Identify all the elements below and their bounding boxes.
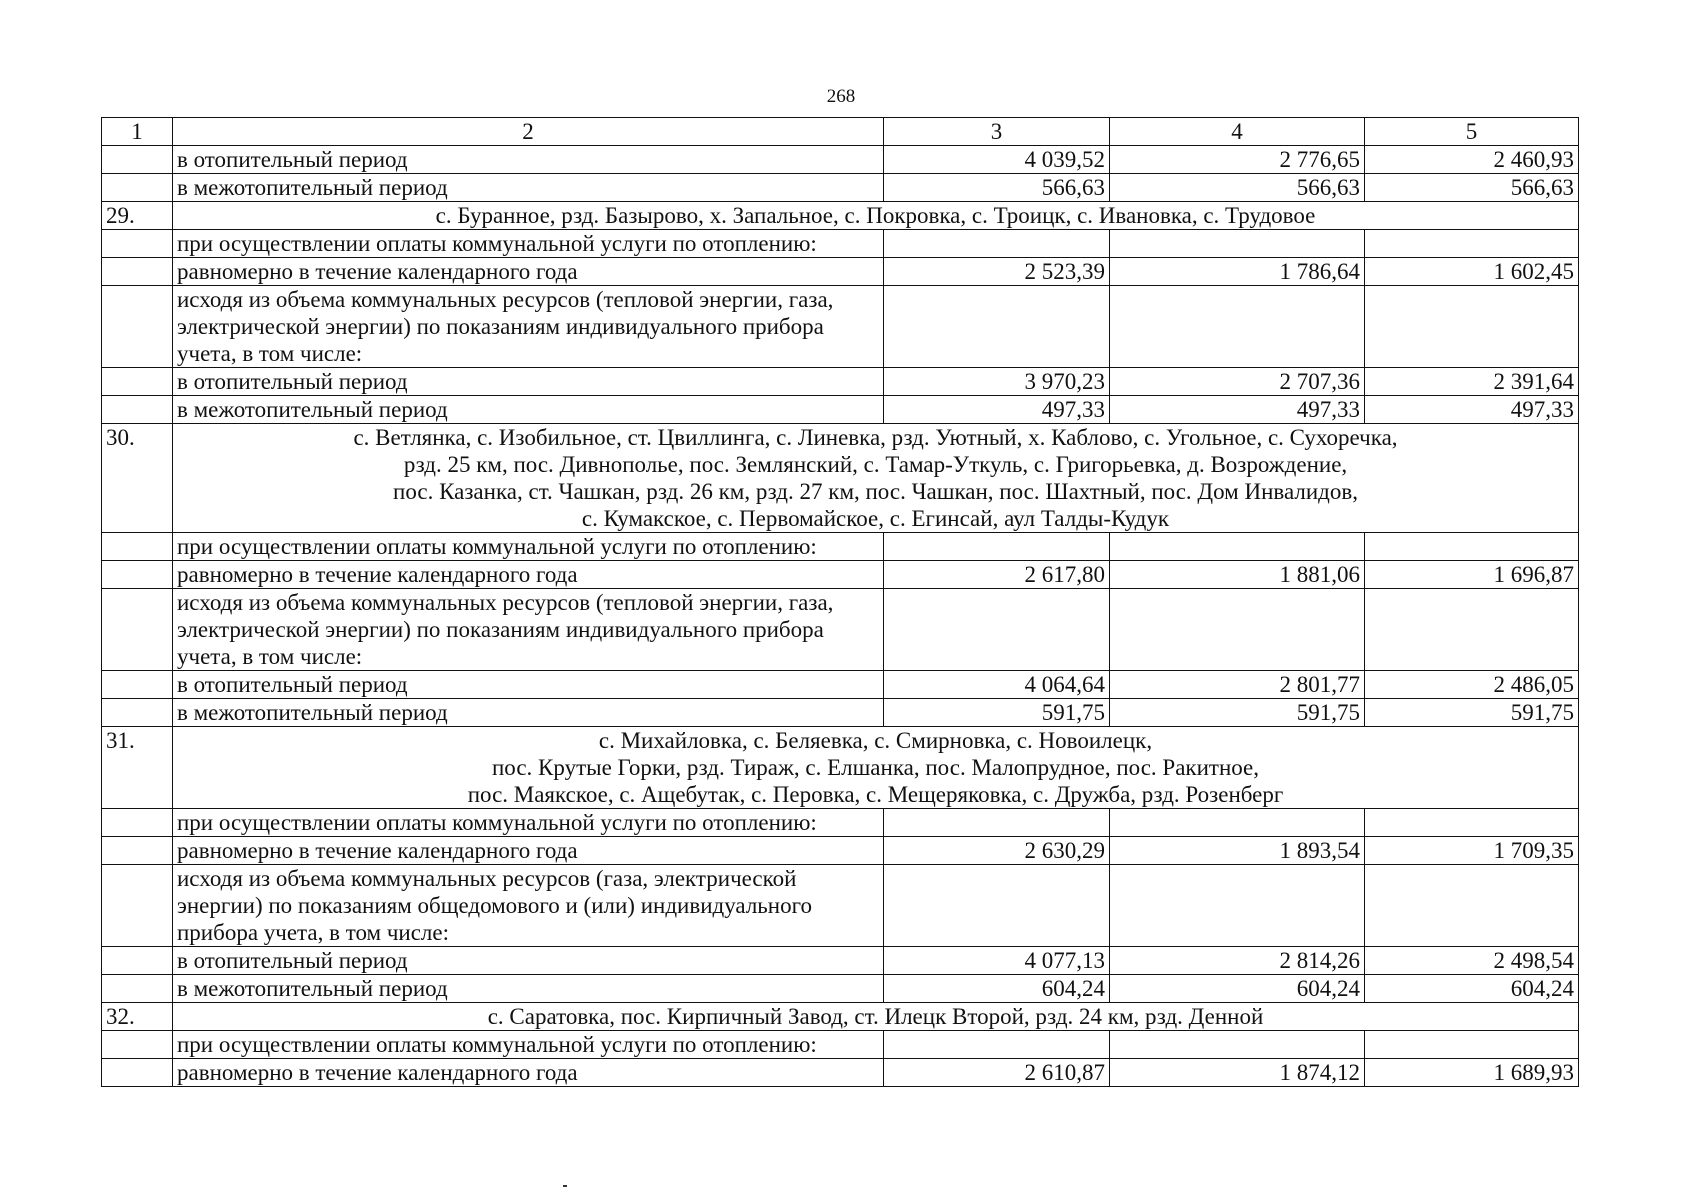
tariff-row [102, 174, 1579, 202]
column-number-3: 3 [884, 118, 1110, 146]
value-col-5: 497,33 [1365, 396, 1579, 424]
row-label: в межотопительный период [173, 699, 884, 727]
row-label: при осуществлении оплаты коммунальной услуги по отоплению: [173, 533, 884, 561]
tariff-table [101, 117, 1579, 1087]
tariff-row [102, 699, 1579, 727]
tariff-row [102, 975, 1579, 1003]
row-number [102, 286, 173, 368]
tariff-row [102, 258, 1579, 286]
row-label: в отопительный период [173, 947, 884, 975]
settlement-list [173, 727, 1579, 809]
scan-dot [563, 1185, 567, 1187]
settlement-list-line: пос. Крутые Горки, рзд. Тираж, с. Елшанка, пос. Малопрудное, пос. Ракитное, [491, 755, 1260, 780]
value-col-5: 1 689,93 [1365, 1059, 1579, 1087]
value-col-5: 2 498,54 [1365, 947, 1579, 975]
value-col-5: 591,75 [1365, 699, 1579, 727]
value-col-5 [1365, 286, 1579, 368]
row-number: 31. [102, 727, 173, 809]
row-number [102, 146, 173, 174]
value-col-3: 566,63 [884, 174, 1110, 202]
value-col-3 [884, 809, 1110, 837]
row-label: при осуществлении оплаты коммунальной услуги по отоплению: [173, 1031, 884, 1059]
row-label: в межотопительный период [173, 174, 884, 202]
row-number: 29. [102, 202, 173, 230]
row-number [102, 837, 173, 865]
row-number [102, 230, 173, 258]
row-label: равномерно в течение календарного года [173, 837, 884, 865]
value-col-5: 2 391,64 [1365, 368, 1579, 396]
value-col-5: 1 696,87 [1365, 561, 1579, 589]
value-col-3: 2 630,29 [884, 837, 1110, 865]
row-number [102, 589, 173, 671]
settlement-list [173, 424, 1579, 533]
value-col-4: 604,24 [1110, 975, 1365, 1003]
column-number-5: 5 [1365, 118, 1579, 146]
tariff-row [102, 533, 1579, 561]
tariff-row [102, 561, 1579, 589]
row-number: 30. [102, 424, 173, 533]
row-label: исходя из объема коммунальных ресурсов (тепловой энергии, газа, электрической энергии) по показаниям индивидуального прибора учета, в том числе: [173, 286, 884, 368]
value-col-5: 1 602,45 [1365, 258, 1579, 286]
row-label: в отопительный период [173, 146, 884, 174]
column-number-row [102, 118, 1579, 146]
tariff-row [102, 837, 1579, 865]
value-col-3: 4 039,52 [884, 146, 1110, 174]
value-col-3: 2 610,87 [884, 1059, 1110, 1087]
value-col-4: 1 786,64 [1110, 258, 1365, 286]
settlement-list-line: рзд. 25 км, пос. Дивнополье, пос. Землянский, с. Тамар-Уткуль, с. Григорьевка, д. Возрождение, [403, 452, 1348, 477]
row-label: исходя из объема коммунальных ресурсов (тепловой энергии, газа, электрической энергии) по показаниям индивидуального прибора учета, в том числе: [173, 589, 884, 671]
row-number [102, 809, 173, 837]
value-col-4 [1110, 809, 1365, 837]
value-col-5: 1 709,35 [1365, 837, 1579, 865]
settlement-list [173, 1003, 1579, 1031]
settlement-list-line: с. Кумакское, с. Первомайское, с. Егинсай, аул Талды-Кудук [581, 506, 1170, 531]
settlement-list-line: с. Буранное, рзд. Базырово, х. Запальное, с. Покровка, с. Троицк, с. Ивановка, с. Трудовое [435, 203, 1316, 228]
value-col-4: 1 881,06 [1110, 561, 1365, 589]
value-col-3 [884, 589, 1110, 671]
value-col-3: 3 970,23 [884, 368, 1110, 396]
value-col-3 [884, 286, 1110, 368]
value-col-4: 2 776,65 [1110, 146, 1365, 174]
row-number [102, 561, 173, 589]
row-label: в отопительный период [173, 671, 884, 699]
settlement-list [173, 202, 1579, 230]
row-label: при осуществлении оплаты коммунальной услуги по отоплению: [173, 809, 884, 837]
value-col-5: 566,63 [1365, 174, 1579, 202]
row-label: равномерно в течение календарного года [173, 1059, 884, 1087]
tariff-row [102, 146, 1579, 174]
value-col-3: 2 617,80 [884, 561, 1110, 589]
tariff-row [102, 947, 1579, 975]
tariff-table-body [102, 118, 1579, 1087]
settlement-list-line: с. Михайловка, с. Беляевка, с. Смирновка, с. Новоилецк, [598, 728, 1153, 753]
value-col-3 [884, 865, 1110, 947]
value-col-5 [1365, 533, 1579, 561]
column-number-2: 2 [173, 118, 884, 146]
settlement-list-line: с. Ветлянка, с. Изобильное, ст. Цвиллинга, с. Линевка, рзд. Уютный, х. Каблово, с. Угольное, с. Сухоречка, [353, 425, 1398, 450]
value-col-4 [1110, 286, 1365, 368]
column-number-1: 1 [102, 118, 173, 146]
value-col-4 [1110, 230, 1365, 258]
value-col-5 [1365, 1031, 1579, 1059]
value-col-4: 2 801,77 [1110, 671, 1365, 699]
settlement-list-line: с. Саратовка, пос. Кирпичный Завод, ст. Илецк Второй, рзд. 24 км, рзд. Денной [487, 1004, 1264, 1029]
value-col-4 [1110, 589, 1365, 671]
row-number [102, 368, 173, 396]
row-number [102, 947, 173, 975]
value-col-5 [1365, 589, 1579, 671]
settlement-group-row [102, 1003, 1579, 1031]
row-label: в межотопительный период [173, 396, 884, 424]
value-col-5 [1365, 230, 1579, 258]
settlement-group-row [102, 202, 1579, 230]
value-col-3 [884, 230, 1110, 258]
value-col-4: 2 814,26 [1110, 947, 1365, 975]
tariff-row [102, 589, 1579, 671]
value-col-4 [1110, 533, 1365, 561]
tariff-row [102, 1059, 1579, 1087]
column-number-4: 4 [1110, 118, 1365, 146]
value-col-3 [884, 1031, 1110, 1059]
tariff-row [102, 368, 1579, 396]
value-col-4: 1 893,54 [1110, 837, 1365, 865]
page-number: 268 [826, 86, 856, 107]
tariff-row [102, 1031, 1579, 1059]
tariff-row [102, 396, 1579, 424]
value-col-3: 4 064,64 [884, 671, 1110, 699]
row-number [102, 975, 173, 1003]
tariff-row [102, 671, 1579, 699]
tariff-row [102, 286, 1579, 368]
settlement-group-row [102, 424, 1579, 533]
settlement-list-line: пос. Маякское, с. Ащебутак, с. Перовка, с. Мещеряковка, с. Дружба, рзд. Розенберг [467, 782, 1284, 807]
row-label: исходя из объема коммунальных ресурсов (газа, электрической энергии) по показаниям общедомового и (или) индивидуального прибора учета, в том числе: [173, 865, 884, 947]
tariff-row [102, 865, 1579, 947]
value-col-3: 497,33 [884, 396, 1110, 424]
tariff-row [102, 809, 1579, 837]
value-col-4: 497,33 [1110, 396, 1365, 424]
value-col-4: 566,63 [1110, 174, 1365, 202]
row-number [102, 396, 173, 424]
row-label: при осуществлении оплаты коммунальной услуги по отоплению: [173, 230, 884, 258]
value-col-3: 2 523,39 [884, 258, 1110, 286]
settlement-group-row [102, 727, 1579, 809]
value-col-5: 2 460,93 [1365, 146, 1579, 174]
row-number: 32. [102, 1003, 173, 1031]
value-col-3: 591,75 [884, 699, 1110, 727]
row-number [102, 699, 173, 727]
row-label: в отопительный период [173, 368, 884, 396]
row-number [102, 174, 173, 202]
row-number [102, 258, 173, 286]
row-label: в межотопительный период [173, 975, 884, 1003]
value-col-4 [1110, 1031, 1365, 1059]
row-number [102, 671, 173, 699]
row-number [102, 1031, 173, 1059]
value-col-4 [1110, 865, 1365, 947]
row-label: равномерно в течение календарного года [173, 561, 884, 589]
tariff-row [102, 230, 1579, 258]
value-col-5 [1365, 809, 1579, 837]
value-col-5: 604,24 [1365, 975, 1579, 1003]
value-col-4: 1 874,12 [1110, 1059, 1365, 1087]
row-number [102, 533, 173, 561]
value-col-4: 2 707,36 [1110, 368, 1365, 396]
value-col-4: 591,75 [1110, 699, 1365, 727]
row-label: равномерно в течение календарного года [173, 258, 884, 286]
value-col-3: 604,24 [884, 975, 1110, 1003]
row-number [102, 865, 173, 947]
value-col-5 [1365, 865, 1579, 947]
value-col-5: 2 486,05 [1365, 671, 1579, 699]
value-col-3 [884, 533, 1110, 561]
value-col-3: 4 077,13 [884, 947, 1110, 975]
row-number [102, 1059, 173, 1087]
settlement-list-line: пос. Казанка, ст. Чашкан, рзд. 26 км, рзд. 27 км, пос. Чашкан, пос. Шахтный, пос. Дом Инвалидов, [393, 479, 1358, 504]
